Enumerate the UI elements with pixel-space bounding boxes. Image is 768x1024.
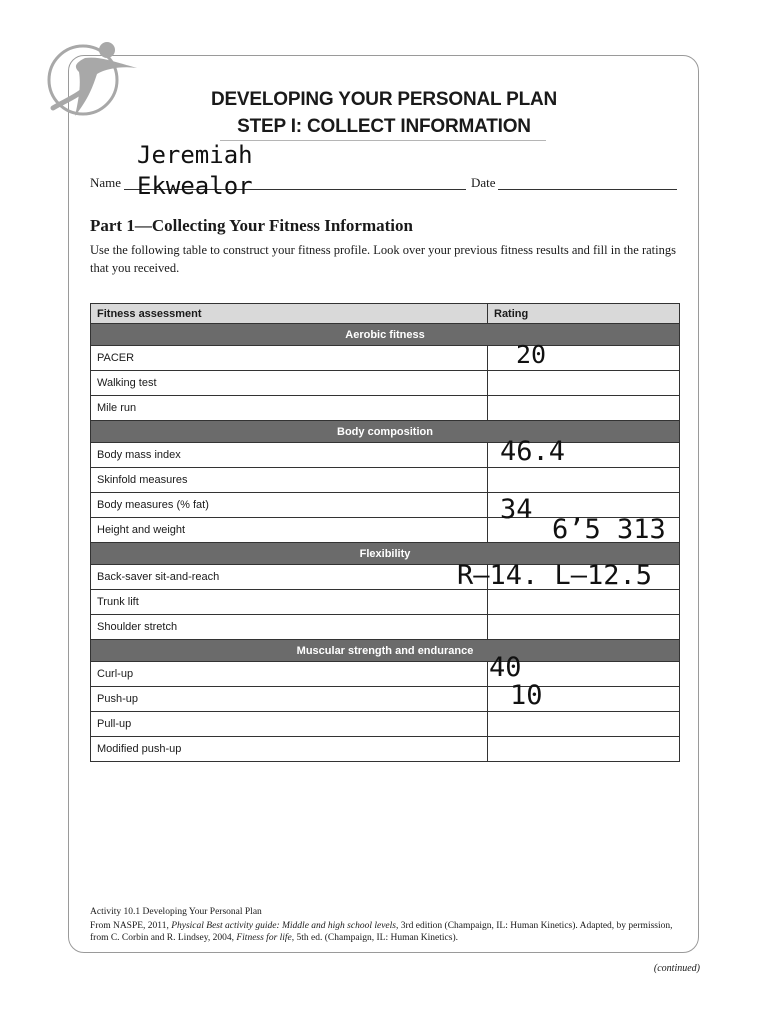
table-row: [91, 443, 680, 468]
assessment-label: Height and weight: [91, 518, 488, 543]
assessment-label: PACER: [91, 346, 488, 371]
assessment-label: Trunk lift: [91, 590, 488, 615]
category-muscular: Muscular strength and endurance: [91, 640, 680, 662]
rating-cell[interactable]: [488, 590, 680, 615]
rating-cell[interactable]: [488, 371, 680, 396]
rating-sit-and-reach: R—14. L—12.5: [457, 560, 653, 591]
title-line-1: DEVELOPING YOUR PERSONAL PLAN: [210, 89, 558, 110]
table-row: [91, 687, 680, 712]
table-row: [91, 468, 680, 493]
rating-body-fat: 34: [500, 494, 533, 525]
col-header-rating: Rating: [488, 304, 680, 324]
instructions-text: Use the following table to construct your fitness profile. Look over your previous fitness results and fill in the ratings that you received.: [90, 243, 676, 275]
rating-cell[interactable]: [488, 396, 680, 421]
assessment-label: Curl-up: [91, 662, 488, 687]
col-header-assessment: Fitness assessment: [91, 304, 488, 324]
part-1-heading: Part 1—Collecting Your Fitness Information: [90, 216, 413, 235]
name-value-last[interactable]: Ekwealor: [137, 172, 253, 200]
category-flexibility: Flexibility: [91, 543, 680, 565]
assessment-label: Back-saver sit-and-reach: [91, 565, 488, 590]
table-row: [91, 346, 680, 371]
table-row: [91, 371, 680, 396]
rating-height-weight: 6’5 313: [552, 514, 666, 545]
rating-pacer: 20: [516, 340, 547, 369]
name-value-first[interactable]: Jeremiah: [137, 141, 253, 169]
rating-cell[interactable]: [488, 712, 680, 737]
table-row: [91, 712, 680, 737]
category-aerobic: Aerobic fitness: [91, 324, 680, 346]
table-row: [91, 737, 680, 762]
rating-cell[interactable]: [488, 737, 680, 762]
rating-bmi: 46.4: [500, 436, 566, 467]
rating-cell[interactable]: [488, 615, 680, 640]
title-divider: [220, 140, 546, 141]
table-row: [91, 615, 680, 640]
continued-note: (continued): [653, 963, 700, 974]
assessment-label: Mile run: [91, 396, 488, 421]
assessment-label: Push-up: [91, 687, 488, 712]
assessment-label: Shoulder stretch: [91, 615, 488, 640]
date-label: Date: [471, 175, 496, 190]
table-row: [91, 396, 680, 421]
title-line-2: STEP I: COLLECT INFORMATION: [237, 116, 531, 137]
rating-cell[interactable]: [488, 468, 680, 493]
assessment-label: Walking test: [91, 371, 488, 396]
rating-push-up: 10: [510, 680, 543, 711]
name-label: Name: [90, 175, 122, 190]
table-row: [91, 662, 680, 687]
assessment-label: Pull-up: [91, 712, 488, 737]
rating-curl-up: 40: [489, 652, 522, 683]
table-row: [91, 590, 680, 615]
assessment-label: Body measures (% fat): [91, 493, 488, 518]
activity-caption: Activity 10.1 Developing Your Personal Plan: [90, 907, 262, 917]
citation: From NASPE, 2011, Physical Best activity guide: Middle and high school levels, 3rd edition (Champaign, IL: Human Kinetics). Adapted, by permission, from C. Corbin and R. Lindsey, 2004, Fitness for life, 5th ed. (Champaign, IL: Human Kinetics).: [90, 921, 673, 943]
assessment-label: Skinfold measures: [91, 468, 488, 493]
category-body-composition: Body composition: [91, 421, 680, 443]
assessment-label: Body mass index: [91, 443, 488, 468]
assessment-label: Modified push-up: [91, 737, 488, 762]
date-line[interactable]: [498, 189, 677, 190]
